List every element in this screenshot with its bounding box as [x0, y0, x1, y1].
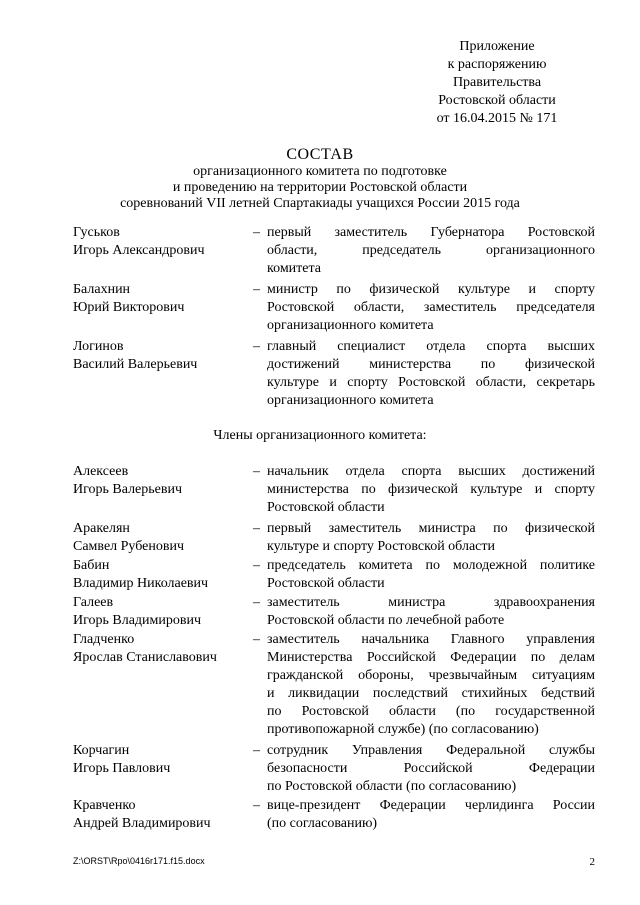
position-line: безопасности Российской Федерации [267, 761, 595, 776]
position-line: начальник отдела спорта высших достижений [267, 464, 595, 479]
position-line: Ростовской области по лечебной работе [267, 613, 505, 628]
dash-separator: – [253, 521, 260, 536]
position-line: Ростовской области, заместитель председателя [267, 300, 595, 315]
position-line: Министерства Российской Федерации по делам [267, 650, 595, 665]
position-line: Ростовской области [267, 500, 385, 515]
person-surname: Бабин [73, 558, 110, 573]
document-title: СОСТАВ [286, 146, 354, 163]
person-given-name: Игорь Александрович [73, 243, 205, 258]
appendix-block [400, 38, 594, 128]
appendix-line: к распоряжению [447, 57, 547, 72]
person-surname: Балахнин [73, 282, 131, 297]
person-surname: Галеев [73, 595, 114, 610]
person-name [73, 224, 243, 260]
person-surname: Гуськов [73, 225, 120, 240]
person-given-name: Василий Валерьевич [73, 357, 198, 372]
dash-separator: – [253, 282, 260, 297]
position-line: министр по физической культуре и спорту [267, 282, 595, 297]
position-line: организационного комитета [267, 318, 434, 333]
heading-line: соревнований VII летней Спартакиады учащихся России 2015 года [120, 196, 520, 211]
person-surname: Корчагин [73, 743, 130, 758]
person-name [73, 520, 243, 556]
page-number: 2 [589, 856, 595, 868]
person-surname: Алексеев [73, 464, 129, 479]
position-line: по Ростовской области (по согласованию) [267, 779, 517, 794]
appendix-line: Ростовской области [438, 93, 556, 108]
person-surname: Гладченко [73, 632, 135, 647]
position-line: области, председатель организационного [267, 243, 595, 258]
dash-separator: – [253, 743, 260, 758]
person-given-name: Андрей Владимирович [73, 816, 211, 831]
dash-separator: – [253, 464, 260, 479]
members-heading: Члены организационного комитета: [213, 428, 427, 443]
person-given-name: Игорь Павлович [73, 761, 171, 776]
dash-separator: – [253, 798, 260, 813]
position-line: заместитель начальника Главного управления [267, 632, 595, 647]
person-name [73, 631, 243, 667]
person-position [267, 338, 595, 410]
position-line: первый заместитель Губернатора Ростовской [267, 225, 595, 240]
position-line: противопожарной службе) (по согласованию) [267, 722, 539, 737]
person-given-name: Самвел Рубенович [73, 539, 185, 554]
position-line: вице-президент Федерации черлидинга России [267, 798, 595, 813]
position-line: организационного комитета [267, 393, 434, 408]
person-position [267, 594, 595, 630]
person-name [73, 463, 243, 499]
person-given-name: Юрий Викторович [73, 300, 185, 315]
person-position [267, 463, 595, 517]
dash-separator: – [253, 632, 260, 647]
person-surname: Кравченко [73, 798, 136, 813]
position-line: Ростовской области [267, 576, 385, 591]
document-heading [40, 146, 600, 212]
position-line: комитета [267, 261, 322, 276]
person-name [73, 594, 243, 630]
position-line: председатель комитета по молодежной политике [267, 558, 595, 573]
person-given-name: Владимир Николаевич [73, 576, 209, 591]
appendix-line: Правительства [452, 75, 542, 90]
position-line: культуре и спорту Ростовской области, секретарь [267, 375, 595, 390]
file-path: Z:\ORST\Rpo\0416r171.f15.docx [73, 856, 205, 866]
person-position [267, 224, 595, 278]
appendix-line: Приложение [459, 39, 535, 54]
position-line: по Ростовской области (по государственной [267, 704, 595, 719]
person-position [267, 281, 595, 335]
person-name [73, 281, 243, 317]
position-line: культуре и спорту Ростовской области [267, 539, 495, 554]
person-name [73, 557, 243, 593]
person-position [267, 631, 595, 739]
heading-line: и проведению на территории Ростовской области [172, 180, 468, 195]
person-position [267, 797, 595, 833]
dash-separator: – [253, 339, 260, 354]
person-name [73, 338, 243, 374]
person-surname: Логинов [73, 339, 124, 354]
position-line: главный специалист отдела спорта высших [267, 339, 595, 354]
position-line: достижений министерства по физической [267, 357, 595, 372]
position-line: первый заместитель министра по физической [267, 521, 595, 536]
person-position [267, 520, 595, 556]
position-line: сотрудник Управления Федеральной службы [267, 743, 595, 758]
person-given-name: Игорь Валерьевич [73, 482, 183, 497]
dash-separator: – [253, 225, 260, 240]
position-line: министерства по физической культуре и спорту [267, 482, 595, 497]
dash-separator: – [253, 558, 260, 573]
person-surname: Аракелян [73, 521, 130, 536]
position-line: гражданской обороны, чрезвычайным ситуациям [267, 668, 595, 683]
person-position [267, 742, 595, 796]
person-given-name: Игорь Владимирович [73, 613, 202, 628]
heading-line: организационного комитета по подготовке [193, 164, 447, 179]
person-position [267, 557, 595, 593]
appendix-line: от 16.04.2015 № 171 [436, 111, 558, 126]
person-name [73, 742, 243, 778]
position-line: (по согласованию) [267, 816, 378, 831]
position-line: и ликвидации последствий стихийных бедствий [267, 686, 595, 701]
person-name [73, 797, 243, 833]
dash-separator: – [253, 595, 260, 610]
position-line: заместитель министра здравоохранения [267, 595, 595, 610]
person-given-name: Ярослав Станиславович [73, 650, 217, 665]
